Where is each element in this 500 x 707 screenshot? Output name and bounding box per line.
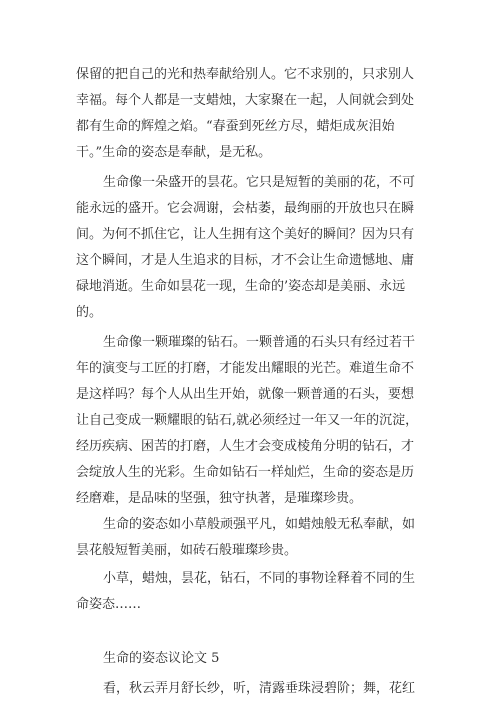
text-line: 都有生命的辉煌之焰。“春蚕到死丝方尽，蜡炬成灰泪始 (76, 119, 395, 134)
text-line: 能永远的盛开。它会凋谢，会枯萎，最绚丽的开放也只在瞬 (76, 201, 415, 216)
text-line: 这个瞬间，才是人生追求的目标，才不会让生命遗憾地、庸 (76, 253, 415, 268)
text-line: 的。 (76, 305, 103, 320)
paragraph-first-line: 生命的姿态如小草般顽强平凡，如蜡烛般无私奉献，如 (103, 517, 416, 532)
text-line: 间。为何不抓住它，让人生拥有这个美好的瞬间？因为只有 (76, 227, 415, 242)
text-line: 命姿态…… (76, 597, 142, 612)
text-line: 让自己变成一颗耀眼的钻石,就必须经过一年又一年的沉淀， (76, 413, 419, 428)
paragraph-first-line: 生命像一朵盛开的昙花。它只是短暂的美丽的花，不可 (103, 175, 416, 190)
paragraph-first-line: 小草，蜡烛，昙花，钻石，不同的事物诠释着不同的生 (103, 571, 416, 586)
text-line: 保留的把自己的光和热奉献给别人。它不求别的，只求别人 (76, 67, 415, 82)
text-line: 经历疾病、困苦的打磨，人生才会变成棱角分明的钻石，才 (76, 439, 415, 454)
paragraph-first-line: 生命像一颗璀璨的钻石。一颗普通的石头只有经过若干 (103, 335, 416, 350)
text-line: 会绽放人生的光彩。生命如钻石一样灿烂，生命的姿态是历 (76, 465, 415, 480)
text-line: 昙花般短暂美丽，如砖石般璀璨珍贵。 (76, 543, 298, 558)
text-line: 干。”生命的姿态是奉献，是无私。 (76, 145, 272, 160)
text-line: 经磨难，是品味的坚强，独守执著，是璀璨珍贵。 (76, 491, 363, 506)
text-line: 幸福。每个人都是一支蜡烛，大家聚在一起，人间就会到处 (76, 93, 415, 108)
text-line: 年的演变与工匠的打磨，才能发出耀眼的光芒。难道生命不 (76, 361, 415, 376)
section-heading: 生命的姿态议论文 5 (103, 651, 220, 666)
paragraph-first-line: 看，秋云弄月舒长纱，听，清露垂珠浸碧阶；舞，花红 (103, 681, 416, 696)
text-line: 是这样吗？每个人从出生开始，就像一颗普通的石头，要想 (76, 387, 415, 402)
text-line: 碌地消逝。生命如昙花一现，生命的’姿态却是美丽、永远 (76, 279, 406, 294)
